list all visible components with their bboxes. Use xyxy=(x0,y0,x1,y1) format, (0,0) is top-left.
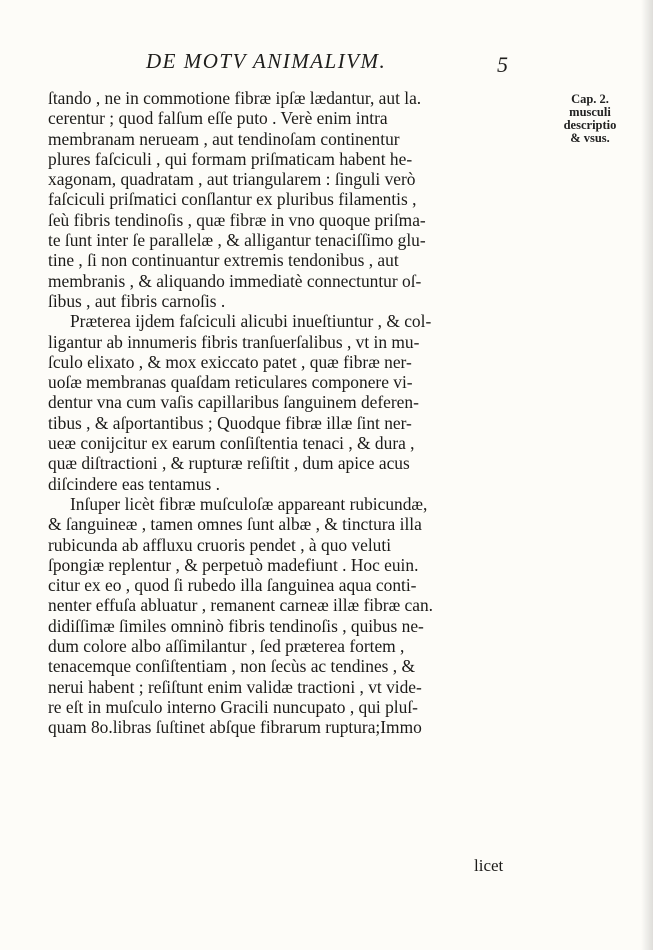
text-line: tibus , & aſportantibus ; Quodque fibræ illæ ſint ner- xyxy=(48,412,412,433)
paragraph-1 xyxy=(48,88,540,311)
text-line: faſciculi priſmatici conſlantur ex pluribus filamentis , xyxy=(48,189,417,210)
text-line: membranis , & aliquando immediatè connectuntur oſ- xyxy=(48,270,422,291)
running-title: DE MOTV ANIMALIVM. xyxy=(146,49,387,73)
margin-note-line: Cap. 2. xyxy=(571,92,609,106)
text-line: Inſuper licèt fibræ muſculoſæ appareant rubicundæ, xyxy=(70,493,428,514)
text-line: dum colore albo aſſimilantur , ſed præterea fortem , xyxy=(48,636,405,657)
text-line: xagonam, quadratam , aut triangularem : ſinguli verò xyxy=(48,169,416,190)
margin-note xyxy=(546,93,634,145)
text-line: nerui habent ; reſiſtunt enim validæ tractioni , vt vide- xyxy=(48,676,422,697)
margin-note-line: & vsus. xyxy=(570,131,610,145)
text-line: plures faſciculi , qui formam priſmaticam habent he- xyxy=(48,148,413,169)
text-line: ueæ conijcitur ex earum conſiſtentia tenaci , & dura , xyxy=(48,433,415,454)
text-line: membranam nerueam , aut tendinoſam continentur xyxy=(48,128,400,149)
text-line: dentur vna cum vaſis capillaribus ſanguinem deferen- xyxy=(48,392,419,413)
text-line: citur ex eo , quod ſi rubedo illa ſanguinea aqua conti- xyxy=(48,575,417,596)
body-text xyxy=(48,88,540,738)
text-line: diſcindere eas tentamus . xyxy=(48,473,220,494)
text-line: ſeù fibris tendinoſis , quæ fibræ in vno quoque priſma- xyxy=(48,209,426,230)
paragraph-2 xyxy=(48,311,540,494)
text-line: te ſunt inter ſe parallelæ , & alligantur tenaciſſimo glu- xyxy=(48,230,426,251)
text-line: quam 8o.libras ſuſtinet abſque fibrarum ruptura;Immo xyxy=(48,717,422,738)
text-line: cerentur ; quod falſum eſſe puto . Verè enim intra xyxy=(48,108,388,129)
margin-note-line: musculi xyxy=(569,105,611,119)
text-line: & ſanguineæ , tamen omnes ſunt albæ , & tinctura illa xyxy=(48,514,422,535)
text-line: didiſſimæ ſimiles omninò fibris tendinoſis , quibus ne- xyxy=(48,615,424,636)
text-line: tine , ſi non continuantur extremis tendonibus , aut xyxy=(48,250,399,271)
text-line: rubicunda ab affluxu cruoris pendet , à quo veluti xyxy=(48,534,392,555)
page-number: 5 xyxy=(497,52,508,77)
margin-note-line: descriptio xyxy=(563,118,617,132)
text-line: quæ diſtractioni , & rupturæ reſiſtit , dum apice acus xyxy=(48,453,410,474)
text-line: uoſæ membranas quaſdam reticulares componere vi- xyxy=(48,372,413,393)
text-line: nenter effuſa abluatur , remanent carneæ illæ fibræ can. xyxy=(48,595,434,616)
paragraph-3 xyxy=(48,494,540,738)
text-line: ſibus , aut fibris carnoſis . xyxy=(48,290,226,311)
text-line: ligantur ab innumeris fibris tranſuerſalibus , vt in mu- xyxy=(48,331,420,352)
text-line: Præterea ijdem faſciculi alicubi inueſtiuntur , & col- xyxy=(70,311,432,332)
text-line: ſculo elixato , & mox exiccato patet , quæ fibræ ner- xyxy=(48,351,412,372)
text-line: re eſt in muſculo interno Gracili nuncupato , qui pluſ- xyxy=(48,696,418,717)
page-edge-shadow xyxy=(641,0,653,950)
text-line: ſtando , ne in commotione fibræ ipſæ lædantur, aut la. xyxy=(48,88,422,108)
text-line: tenacemque conſiſtentiam , non ſecùs ac tendines , & xyxy=(48,656,416,677)
text-line: ſpongiæ replentur , & perpetuò madefiunt . Hoc euin. xyxy=(48,554,419,575)
catchword: licet xyxy=(474,856,504,875)
